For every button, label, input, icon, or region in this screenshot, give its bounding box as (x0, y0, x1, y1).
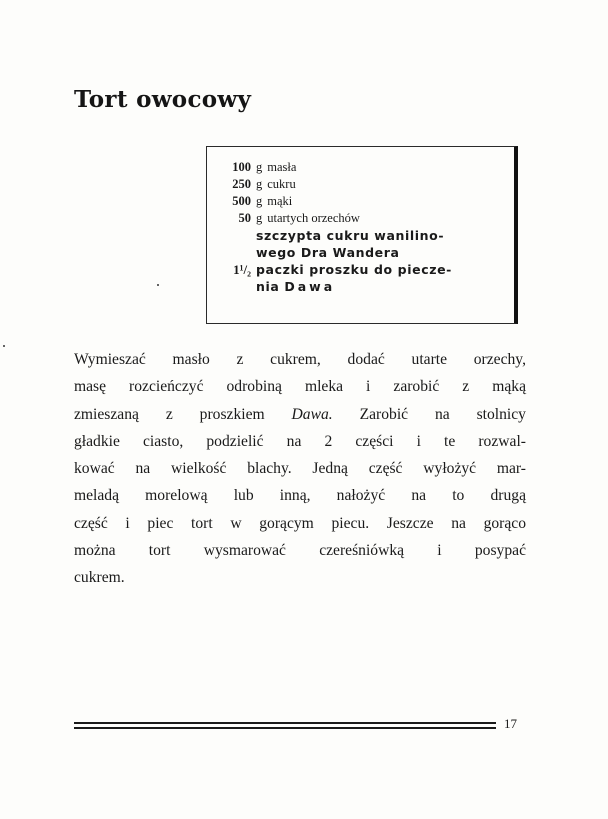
footer-rule-line (74, 727, 496, 729)
ingredient-vanilla-line-1: szczypta cukru wanilino- (256, 228, 445, 243)
instruction-line: można tort wysmarować czereśniówką i posypać (74, 542, 526, 560)
ingredients-box (206, 146, 518, 324)
instruction-line (74, 401, 526, 428)
instruction-line: gładkie ciasto, podzielić na 2 części i te rozwal- (74, 432, 526, 450)
brand-name: Dawa. (291, 405, 333, 423)
instruction-line: cukrem. (74, 569, 125, 587)
ingredient-powder-line-2 (221, 278, 504, 295)
ingredient-powder-prefix: nia (256, 279, 280, 294)
print-speck (157, 284, 159, 286)
recipe-title: Tort owocowy (74, 86, 252, 113)
footer-rule-line (74, 722, 496, 724)
instruction-line: masę rozcieńczyć odrobiną mleka i zarobić z mąką (74, 378, 526, 396)
recipe-instructions (74, 346, 526, 592)
ingredient-row (221, 176, 504, 193)
ingredient-name: utartych orzechów (267, 211, 360, 225)
ingredient-name: masła (267, 160, 297, 174)
instruction-text: Zarobić na stolnicy (359, 405, 526, 423)
ingredient-quantity: 50 (238, 211, 251, 225)
ingredient-quantity: 100 (232, 160, 251, 174)
ingredient-row (221, 193, 504, 210)
footer-double-rule (74, 722, 496, 731)
instruction-line: meladą morelową lub inną, nałożyć na to drugą (74, 487, 526, 505)
brand-name: Dawa (284, 279, 336, 294)
ingredient-unit: g (256, 194, 263, 208)
ingredient-unit: g (256, 160, 263, 174)
instruction-text: zmieszaną z proszkiem (74, 405, 265, 423)
ingredient-powder-text: paczki proszku do piecze- (256, 262, 452, 277)
print-speck (3, 345, 5, 347)
ingredient-row (221, 210, 504, 227)
ingredient-quantity: 250 (232, 177, 251, 191)
instruction-line: kować na wielkość blachy. Jedną część wyłożyć mar- (74, 460, 526, 478)
ingredient-name: mąki (267, 194, 293, 208)
ingredient-powder-line-1 (221, 261, 504, 278)
ingredient-quantity: 500 (232, 194, 251, 208)
ingredient-unit: g (256, 177, 263, 191)
ingredient-vanilla-line-2: wego Dra Wandera (256, 245, 400, 260)
ingredient-quantity: 1¹/₂ (233, 262, 251, 277)
ingredient-unit: g (256, 211, 263, 225)
ingredient-row (221, 159, 504, 176)
instruction-line: Wymieszać masło z cukrem, dodać utarte orzechy, (74, 351, 526, 368)
ingredient-name: cukru (267, 177, 296, 191)
instruction-line: część i piec tort w gorącym piecu. Jeszcze na gorąco (74, 514, 526, 532)
page-number: 17 (504, 716, 517, 731)
